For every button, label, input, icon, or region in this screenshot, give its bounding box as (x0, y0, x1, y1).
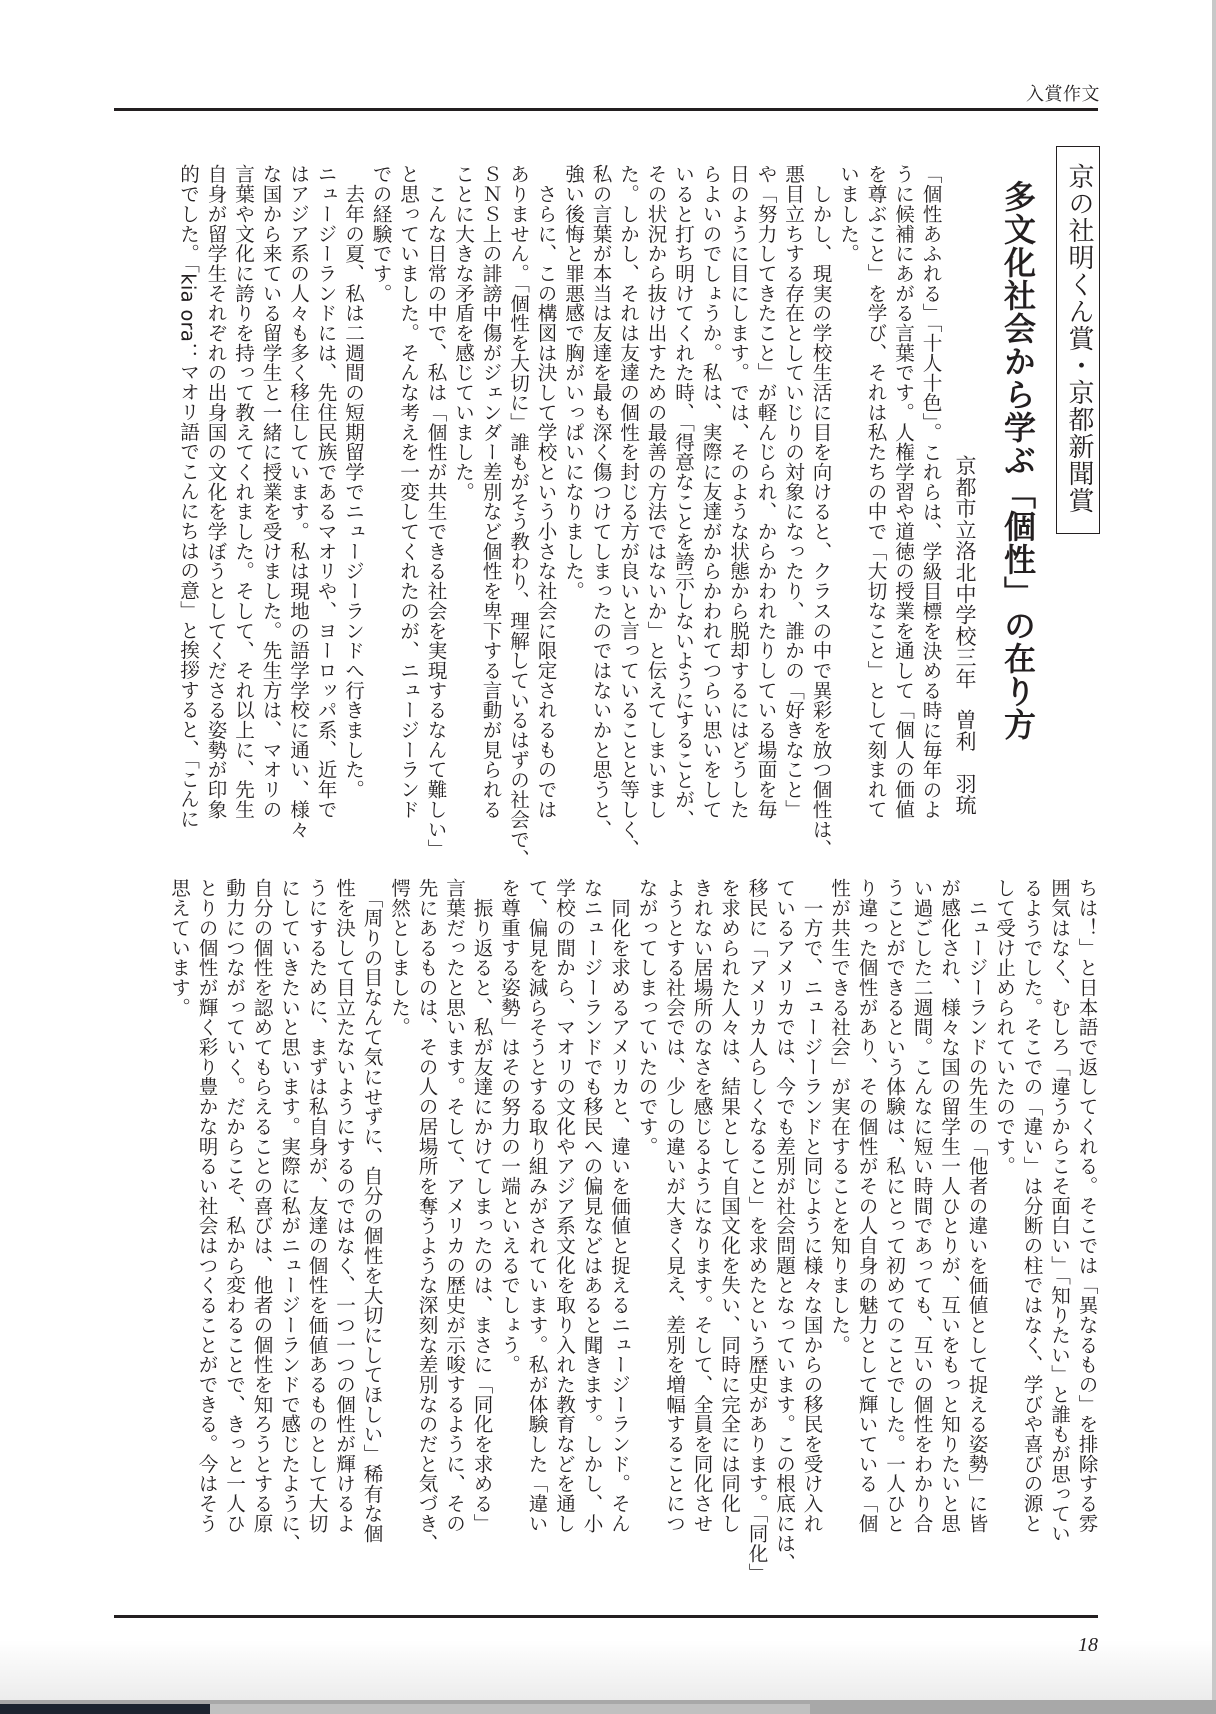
body-line: 言葉や文化に誇りを持って教えてくれました。そして、それ以上に、先生 (231, 164, 255, 820)
body-line: な国から来ている留学生と一緒に授業を受けました。先生方は、マオリの (259, 164, 282, 820)
body-line: いました。 (836, 164, 860, 264)
body-line: ことに大きな矛盾を感じていました。 (451, 164, 475, 502)
body-line: を求められた人々は、結果として自国文化を失い、同時に完全には同化し (717, 878, 741, 1534)
body-line: 振り返ると、私が友達にかけてしまったのは、まさに「同化を求める」 (470, 878, 493, 1534)
body-line: 学校の間から、マオリの文化やアジア系文化を取り入れた教育などを通し (552, 878, 576, 1534)
footer-rule (114, 1615, 1098, 1618)
body-line: うことができるという体験は、私にとって初めてのことでした。一人ひと (882, 878, 906, 1534)
body-line: はアジア系の人々も多く移住しています。私は現地の語学学校に通い、様々 (286, 164, 310, 839)
body-line: うに候補にあがる言葉です。人権学習や道徳の授業を通して「個人の価値 (891, 164, 915, 820)
body-line: 愕然としました。 (387, 878, 411, 1037)
body-line: うにするために、まずは私自身が、友達の個性を価値あるものとして大切 (305, 878, 328, 1534)
body-line: ようとする社会では、少しの違いが大きく見え、差別を増幅することにつ (662, 878, 686, 1534)
body-line: 「個性あふれる」「十人十色」。これらは、学級目標を決める時に毎年のよ (919, 164, 942, 820)
body-line: や「努力してきたこと」が軽んじられ、からかわれたりしている場面を毎 (754, 164, 777, 820)
body-line: 先にあるものは、その人の居場所を奪うような深刻な差別なのだと気づき、 (415, 878, 438, 1553)
body-line: なニュージーランドでも移民への偏見などはあると聞きます。しかし、小 (580, 878, 603, 1534)
body-line: 性を決して目立たないようにするのではなく、一つ一つの個性が輝けるよ (332, 878, 356, 1534)
body-line: 一方で、ニュージーランドと同じように様々な国からの移民を受け入れ (800, 878, 823, 1534)
body-line: 自分の個性を認めてもらえることの喜びは、他者の個性を知ろうとする原 (250, 878, 273, 1534)
author-school: 京都市立洛北中学校三年 (953, 455, 977, 690)
body-line: しかし、現実の学校生活に目を向けると、クラスの中で異彩を放つ個性は、 (809, 164, 832, 859)
body-line: 自身が留学生それぞれの出身国の文化を学ぼうとしてくださる姿勢が印象 (204, 164, 227, 820)
viewer-page-edge (1212, 0, 1216, 1714)
scrollbar-thumb[interactable] (0, 1704, 210, 1714)
body-line: こんな日常の中で、私は「個性が共生できる社会を実現するなんて難しい」 (424, 164, 447, 859)
viewer-scrollbar[interactable] (0, 1700, 1216, 1714)
body-line: ニュージーランドには、先住民族であるマオリや、ヨーロッパ系、近年で (314, 164, 337, 820)
body-line: い過ごした二週間。こんなに短い時間であっても、互いの個性をわかり合 (910, 878, 933, 1534)
body-line: ありません。「個性を大切に」誰もがそう教わり、理解しているはずの社会で、 (506, 164, 530, 869)
body-line: ＳＮＳ上の誹謗中傷がジェンダー差別など個性を卑下する言動が見られる (479, 164, 502, 820)
body-lower-section (165, 878, 1100, 1583)
award-box (1056, 146, 1100, 534)
body-line: 的でした。「kia ora：マオリ語でこんにちはの意」と挨拶すると、「こんに (176, 164, 200, 829)
body-line: 言葉だったと思います。そして、アメリカの歴史が示唆するように、その (442, 878, 466, 1534)
body-line: るようでした。そこでの「違い」は分断の柱ではなく、学びや喜びの源と (1020, 878, 1043, 1534)
body-line: 去年の夏、私は二週間の短期留学でニュージーランドへ行きました。 (341, 164, 365, 800)
section-label: 入賞作文 (1026, 84, 1100, 105)
body-line: て、偏見を減らそうとする取り組みがされています。私が体験した「違い (525, 878, 548, 1534)
article-title: 多文化社会から学ぶ「個性」の在り方 (999, 180, 1037, 741)
header-rule (114, 108, 1098, 111)
author-byline (954, 455, 975, 816)
body-upper-section (174, 164, 944, 869)
body-line: 移民に「アメリカ人らしくなること」を求めたという歴史があります。「同化」 (745, 878, 768, 1583)
body-line: して受け止められていたのです。 (992, 878, 1016, 1176)
body-line: た。しかし、それは友達の個性を封じる方が良いと言っていることと等しく、 (616, 164, 640, 859)
scrollbar-track[interactable] (210, 1704, 810, 1714)
body-line: 囲気はなく、むしろ「違うからこそ面白い」「知りたい」と誰もが思ってい (1047, 878, 1071, 1544)
award-label: 京の社明くん賞・京都新聞賞 (1064, 163, 1094, 514)
body-line: 性が共生できる社会」が実在することを知りました。 (827, 878, 851, 1355)
body-line: と思っていました。そんな考えを一変してくれたのが、ニュージーランド (396, 164, 420, 820)
body-line: 私の言葉が本当は友達を最も深く傷つけてしまったのではないかと思うと、 (589, 164, 612, 839)
body-line: さらに、この構図は決して学校という小さな社会に限定されるものでは (534, 164, 557, 820)
body-line: 動力につながっていく。だからこそ、私から変わることで、きっと一人ひ (222, 878, 246, 1534)
body-line: その状況から抜け出すための最善の方法ではないか」と伝えてしまいまし (644, 164, 667, 820)
body-line: 悪目立ちする存在としていじりの対象になったり、誰かの「好きなこと」 (781, 164, 805, 820)
body-line: 「周りの目なんて気にせずに、自分の個性を大切にしてほしい」稀有な個 (360, 878, 383, 1544)
body-line: を尊重する姿勢」はその努力の一端といえるでしょう。 (497, 878, 521, 1375)
author-name: 曽利 羽琉 (953, 709, 977, 816)
body-line: での経験です。 (369, 164, 392, 303)
body-line: にしていきたいと思います。実際に私がニュージーランドで感じたように、 (277, 878, 301, 1553)
body-line: 同化を求めるアメリカと、違いを価値と捉えるニュージーランド。そん (607, 878, 631, 1534)
body-line: ちは！」と日本語で返してくれる。そこでは「異なるもの」を排除する雰 (1075, 878, 1098, 1534)
body-line: り違った個性があり、その個性がその人自身の魅力として輝いている「個 (855, 878, 878, 1534)
body-line: きれない居場所のなさを感じるようになります。そして、全員を同化させ (690, 878, 713, 1534)
body-line: 強い後悔と罪悪感で胸がいっぱいになりました。 (561, 164, 585, 601)
body-line: らよいのでしょうか。私は、実際に友達がからかわれてつらい思いをして (699, 164, 722, 820)
body-line: を尊ぶこと」を学び、それは私たちの中で「大切なこと」として刻まれて (864, 164, 887, 820)
body-line: とりの個性が輝く彩り豊かな明るい社会はつくることができる。今はそう (195, 878, 218, 1534)
page-number: 18 (1078, 1634, 1098, 1656)
body-line: ニュージーランドの先生の「他者の違いを価値として捉える姿勢」に皆 (965, 878, 988, 1534)
body-line: 日のように目にします。では、そのような状態から脱却するにはどうした (726, 164, 750, 820)
body-line: が感化され、様々な国の留学生一人ひとりが、互いをもっと知りたいと思 (937, 878, 961, 1534)
body-line: 思えています。 (167, 878, 191, 1017)
body-line: ながってしまっていたのです。 (635, 878, 658, 1156)
body-line: いると打ち明けてくれた時、「得意なことを誇示しないようにすることが、 (671, 164, 695, 830)
body-line: ているアメリカでは、今でも差別が社会問題となっています。この根底には、 (772, 878, 796, 1573)
